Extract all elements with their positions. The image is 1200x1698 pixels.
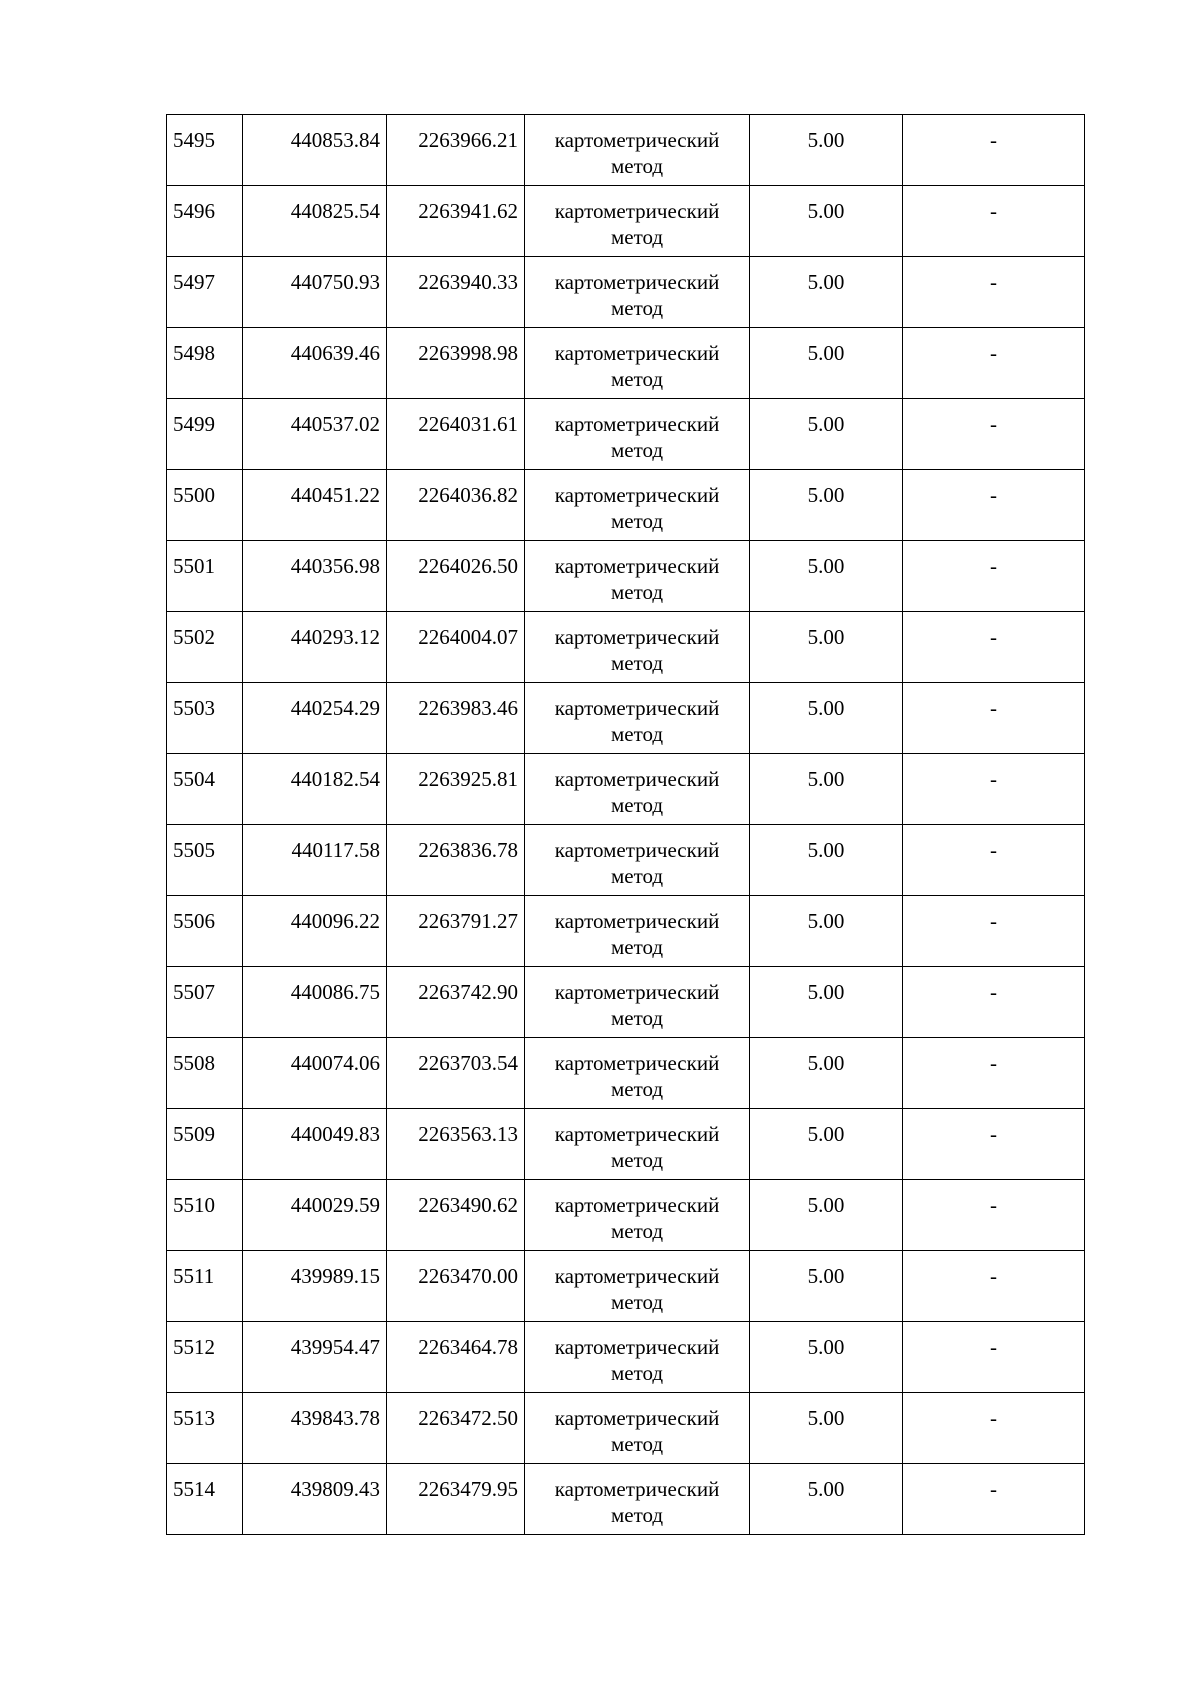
table-row [167, 967, 1085, 1038]
description-cell: - [903, 328, 1085, 399]
method-cell: картометрический метод [525, 399, 750, 470]
x-coordinate-cell: 439954.47 [243, 1322, 387, 1393]
table-row [167, 683, 1085, 754]
table-row [167, 754, 1085, 825]
x-coordinate-cell: 440853.84 [243, 115, 387, 186]
table-row [167, 1180, 1085, 1251]
y-coordinate-cell: 2263836.78 [387, 825, 525, 896]
table-row [167, 115, 1085, 186]
accuracy-cell: 5.00 [750, 683, 903, 754]
x-coordinate-cell: 439809.43 [243, 1464, 387, 1535]
description-cell: - [903, 257, 1085, 328]
description-cell: - [903, 967, 1085, 1038]
y-coordinate-cell: 2263479.95 [387, 1464, 525, 1535]
y-coordinate-cell: 2263983.46 [387, 683, 525, 754]
accuracy-cell: 5.00 [750, 541, 903, 612]
x-coordinate-cell: 440117.58 [243, 825, 387, 896]
y-coordinate-cell: 2263742.90 [387, 967, 525, 1038]
accuracy-cell: 5.00 [750, 1322, 903, 1393]
accuracy-cell: 5.00 [750, 257, 903, 328]
description-cell: - [903, 1109, 1085, 1180]
table-row [167, 1038, 1085, 1109]
description-cell: - [903, 612, 1085, 683]
x-coordinate-cell: 440049.83 [243, 1109, 387, 1180]
y-coordinate-cell: 2263966.21 [387, 115, 525, 186]
table-row [167, 1109, 1085, 1180]
table-row [167, 1464, 1085, 1535]
description-cell: - [903, 1251, 1085, 1322]
x-coordinate-cell: 440074.06 [243, 1038, 387, 1109]
description-cell: - [903, 1038, 1085, 1109]
y-coordinate-cell: 2263563.13 [387, 1109, 525, 1180]
point-number-cell: 5510 [167, 1180, 243, 1251]
x-coordinate-cell: 440750.93 [243, 257, 387, 328]
method-cell: картометрический метод [525, 541, 750, 612]
method-cell: картометрический метод [525, 470, 750, 541]
y-coordinate-cell: 2263940.33 [387, 257, 525, 328]
x-coordinate-cell: 440029.59 [243, 1180, 387, 1251]
accuracy-cell: 5.00 [750, 1038, 903, 1109]
y-coordinate-cell: 2263464.78 [387, 1322, 525, 1393]
y-coordinate-cell: 2264031.61 [387, 399, 525, 470]
description-cell: - [903, 683, 1085, 754]
table-row [167, 896, 1085, 967]
description-cell: - [903, 115, 1085, 186]
table-row [167, 470, 1085, 541]
description-cell: - [903, 541, 1085, 612]
method-cell: картометрический метод [525, 612, 750, 683]
point-number-cell: 5497 [167, 257, 243, 328]
accuracy-cell: 5.00 [750, 967, 903, 1038]
description-cell: - [903, 754, 1085, 825]
y-coordinate-cell: 2263703.54 [387, 1038, 525, 1109]
x-coordinate-cell: 440639.46 [243, 328, 387, 399]
x-coordinate-cell: 440825.54 [243, 186, 387, 257]
y-coordinate-cell: 2263470.00 [387, 1251, 525, 1322]
accuracy-cell: 5.00 [750, 1393, 903, 1464]
accuracy-cell: 5.00 [750, 896, 903, 967]
accuracy-cell: 5.00 [750, 470, 903, 541]
description-cell: - [903, 1180, 1085, 1251]
x-coordinate-cell: 440254.29 [243, 683, 387, 754]
method-cell: картометрический метод [525, 754, 750, 825]
description-cell: - [903, 470, 1085, 541]
accuracy-cell: 5.00 [750, 754, 903, 825]
table-row [167, 399, 1085, 470]
point-number-cell: 5514 [167, 1464, 243, 1535]
accuracy-cell: 5.00 [750, 825, 903, 896]
y-coordinate-cell: 2263472.50 [387, 1393, 525, 1464]
x-coordinate-cell: 440293.12 [243, 612, 387, 683]
table-row [167, 1322, 1085, 1393]
y-coordinate-cell: 2263925.81 [387, 754, 525, 825]
point-number-cell: 5503 [167, 683, 243, 754]
method-cell: картометрический метод [525, 1464, 750, 1535]
x-coordinate-cell: 440537.02 [243, 399, 387, 470]
y-coordinate-cell: 2263490.62 [387, 1180, 525, 1251]
method-cell: картометрический метод [525, 896, 750, 967]
table-row [167, 186, 1085, 257]
point-number-cell: 5505 [167, 825, 243, 896]
y-coordinate-cell: 2263791.27 [387, 896, 525, 967]
point-number-cell: 5495 [167, 115, 243, 186]
point-number-cell: 5498 [167, 328, 243, 399]
accuracy-cell: 5.00 [750, 1109, 903, 1180]
x-coordinate-cell: 440086.75 [243, 967, 387, 1038]
description-cell: - [903, 1464, 1085, 1535]
table-row [167, 612, 1085, 683]
table-row [167, 825, 1085, 896]
point-number-cell: 5504 [167, 754, 243, 825]
method-cell: картометрический метод [525, 825, 750, 896]
point-number-cell: 5507 [167, 967, 243, 1038]
table-row [167, 1251, 1085, 1322]
method-cell: картометрический метод [525, 1251, 750, 1322]
accuracy-cell: 5.00 [750, 1251, 903, 1322]
accuracy-cell: 5.00 [750, 328, 903, 399]
y-coordinate-cell: 2263998.98 [387, 328, 525, 399]
x-coordinate-cell: 440451.22 [243, 470, 387, 541]
description-cell: - [903, 399, 1085, 470]
x-coordinate-cell: 440356.98 [243, 541, 387, 612]
point-number-cell: 5502 [167, 612, 243, 683]
description-cell: - [903, 1393, 1085, 1464]
method-cell: картометрический метод [525, 186, 750, 257]
accuracy-cell: 5.00 [750, 115, 903, 186]
description-cell: - [903, 825, 1085, 896]
coordinates-table [166, 114, 1085, 1535]
method-cell: картометрический метод [525, 683, 750, 754]
method-cell: картометрический метод [525, 115, 750, 186]
table-body [167, 115, 1085, 1535]
y-coordinate-cell: 2264026.50 [387, 541, 525, 612]
table-row [167, 1393, 1085, 1464]
y-coordinate-cell: 2264036.82 [387, 470, 525, 541]
description-cell: - [903, 186, 1085, 257]
method-cell: картометрический метод [525, 1180, 750, 1251]
method-cell: картометрический метод [525, 1109, 750, 1180]
description-cell: - [903, 1322, 1085, 1393]
point-number-cell: 5508 [167, 1038, 243, 1109]
x-coordinate-cell: 440182.54 [243, 754, 387, 825]
point-number-cell: 5513 [167, 1393, 243, 1464]
accuracy-cell: 5.00 [750, 186, 903, 257]
point-number-cell: 5496 [167, 186, 243, 257]
x-coordinate-cell: 440096.22 [243, 896, 387, 967]
table-row [167, 541, 1085, 612]
y-coordinate-cell: 2263941.62 [387, 186, 525, 257]
point-number-cell: 5506 [167, 896, 243, 967]
table-row [167, 328, 1085, 399]
description-cell: - [903, 896, 1085, 967]
y-coordinate-cell: 2264004.07 [387, 612, 525, 683]
method-cell: картометрический метод [525, 1322, 750, 1393]
accuracy-cell: 5.00 [750, 399, 903, 470]
x-coordinate-cell: 439843.78 [243, 1393, 387, 1464]
table-row [167, 257, 1085, 328]
point-number-cell: 5511 [167, 1251, 243, 1322]
point-number-cell: 5500 [167, 470, 243, 541]
accuracy-cell: 5.00 [750, 1464, 903, 1535]
method-cell: картометрический метод [525, 1038, 750, 1109]
accuracy-cell: 5.00 [750, 1180, 903, 1251]
point-number-cell: 5499 [167, 399, 243, 470]
method-cell: картометрический метод [525, 257, 750, 328]
point-number-cell: 5509 [167, 1109, 243, 1180]
accuracy-cell: 5.00 [750, 612, 903, 683]
x-coordinate-cell: 439989.15 [243, 1251, 387, 1322]
method-cell: картометрический метод [525, 1393, 750, 1464]
point-number-cell: 5512 [167, 1322, 243, 1393]
point-number-cell: 5501 [167, 541, 243, 612]
method-cell: картометрический метод [525, 328, 750, 399]
method-cell: картометрический метод [525, 967, 750, 1038]
